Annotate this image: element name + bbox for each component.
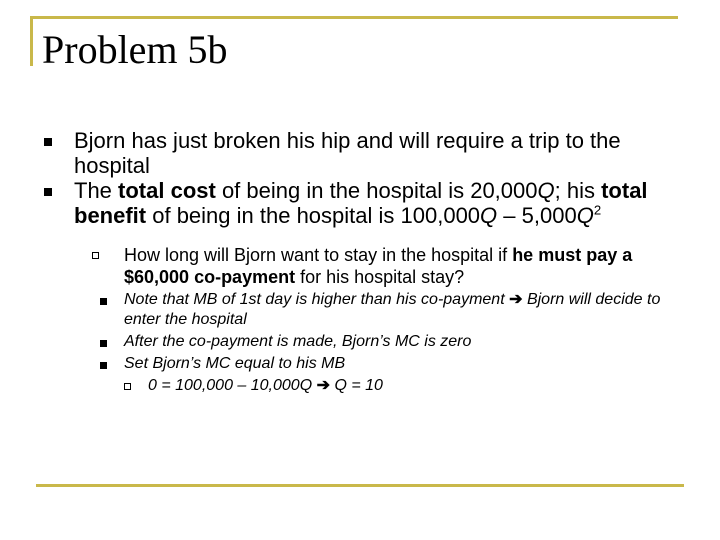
bottom-rule: [36, 484, 684, 487]
sub-sub-bullet-2-text: After the co-payment is made, Bjorn’s MC is zero: [124, 333, 472, 350]
bullet-2-text: The total cost of being in the hospital is 20,000Q; his total benefit of being in the hospital is $100,000Q - 5,000Q^2$: [74, 178, 648, 228]
sub-sub-bullet-2: [44, 332, 694, 352]
sub-sub-bullet-1: [44, 290, 694, 330]
square-bullet-icon: [44, 138, 52, 146]
hollow-square-bullet-icon: [92, 252, 99, 259]
hollow-square-bullet-icon: [124, 383, 131, 390]
level-4-bullet-1-text: 0 = 100,000 – 10,000Q ➔ Q = 10: [148, 377, 383, 394]
slide-title: Problem 5b: [42, 27, 228, 72]
square-bullet-icon: [100, 298, 107, 305]
sub-sub-bullet-3: [44, 354, 694, 374]
right-arrow-icon: ➔: [509, 291, 523, 308]
bullet-2: [44, 178, 694, 228]
square-bullet-icon: [44, 188, 52, 196]
level-4-bullet-1: [44, 376, 694, 396]
bullet-1-text: Bjorn has just broken his hip and will require a trip to the hospital: [74, 128, 621, 178]
sub-sub-bullet-1-text: Note that MB of 1st day is higher than his co-payment ➔ Bjorn will decide to enter the hospital: [124, 291, 661, 328]
slide-content: [44, 128, 694, 396]
bullet-1: [44, 128, 694, 178]
top-rule: [30, 16, 678, 19]
sub-bullet-1-text: How long will Bjorn want to stay in the hospital if he must pay a $60,000 co-payment for his hospital stay?: [124, 245, 633, 287]
right-arrow-icon: ➔: [316, 377, 330, 394]
square-bullet-icon: [100, 340, 107, 347]
sub-sub-bullet-3-text: Set Bjorn’s MC equal to his MB: [124, 355, 346, 372]
left-rule: [30, 18, 33, 66]
sub-bullet-1: [44, 244, 694, 288]
square-bullet-icon: [100, 362, 107, 369]
